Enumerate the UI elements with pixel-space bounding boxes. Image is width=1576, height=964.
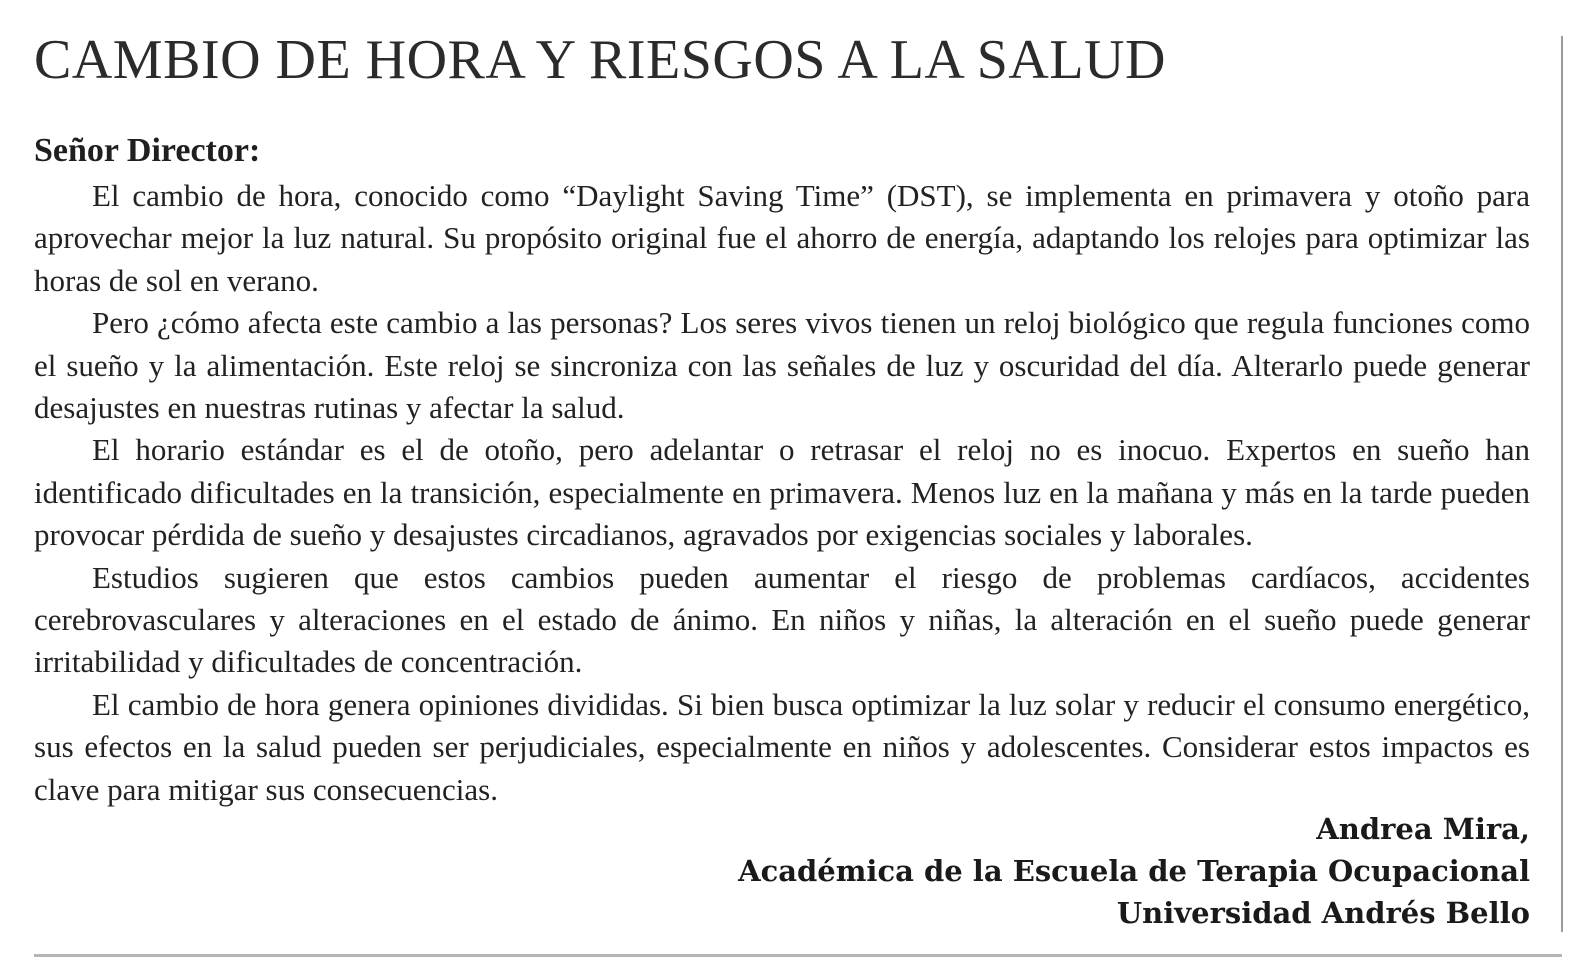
author-name: Andrea Mira, (1316, 812, 1530, 846)
column-rule-right (1561, 36, 1563, 932)
author-title: Académica de la Escuela de Terapia Ocupacional (738, 854, 1530, 888)
paragraph-4: Estudios sugieren que estos cambios pueden aumentar el riesgo de problemas cardíacos, accidentes cerebrovasculares y alteraciones en el estado de ánimo. En niños y niñas, la alteración en el sueño puede generar irritabilidad y dificultades de concentración. (34, 559, 1530, 680)
column-rule-bottom (34, 954, 1562, 957)
signature-block (738, 808, 1530, 934)
paragraph-5: El cambio de hora genera opiniones divididas. Si bien busca optimizar la luz solar y reducir el consumo energético, sus efectos en la salud pueden ser perjudiciales, especialmente en niños y adolescentes. Considerar estos impactos es clave para mitigar sus consecuencias. (34, 686, 1530, 807)
letter-body (34, 175, 1530, 811)
author-institution: Universidad Andrés Bello (1116, 896, 1530, 930)
paragraph-1: El cambio de hora, conocido como “Daylight Saving Time” (DST), se implementa en primavera y otoño para aprovechar mejor la luz natural. Su propósito original fue el ahorro de energía, adaptando los relojes para optimizar las horas de sol en verano. (34, 178, 1530, 298)
headline: CAMBIO DE HORA Y RIESGOS A LA SALUD (34, 29, 1166, 91)
salutation: Señor Director: (34, 132, 261, 169)
paragraph-2: Pero ¿cómo afecta este cambio a las personas? Los seres vivos tienen un reloj biológico que regula funciones como el sueño y la alimentación. Este reloj se sincroniza con las señales de luz y oscuridad del día. Alterarlo puede generar desajustes en nuestras rutinas y afectar la salud. (34, 305, 1530, 426)
paragraph-3: El horario estándar es el de otoño, pero adelantar o retrasar el reloj no es inocuo. Expertos en sueño han identificado dificultades en la transición, especialmente en primavera. Menos luz en la mañana y más en la tarde pueden provocar pérdida de sueño y desajustes circadianos, agravados por exigencias sociales y laborales. (34, 432, 1530, 553)
